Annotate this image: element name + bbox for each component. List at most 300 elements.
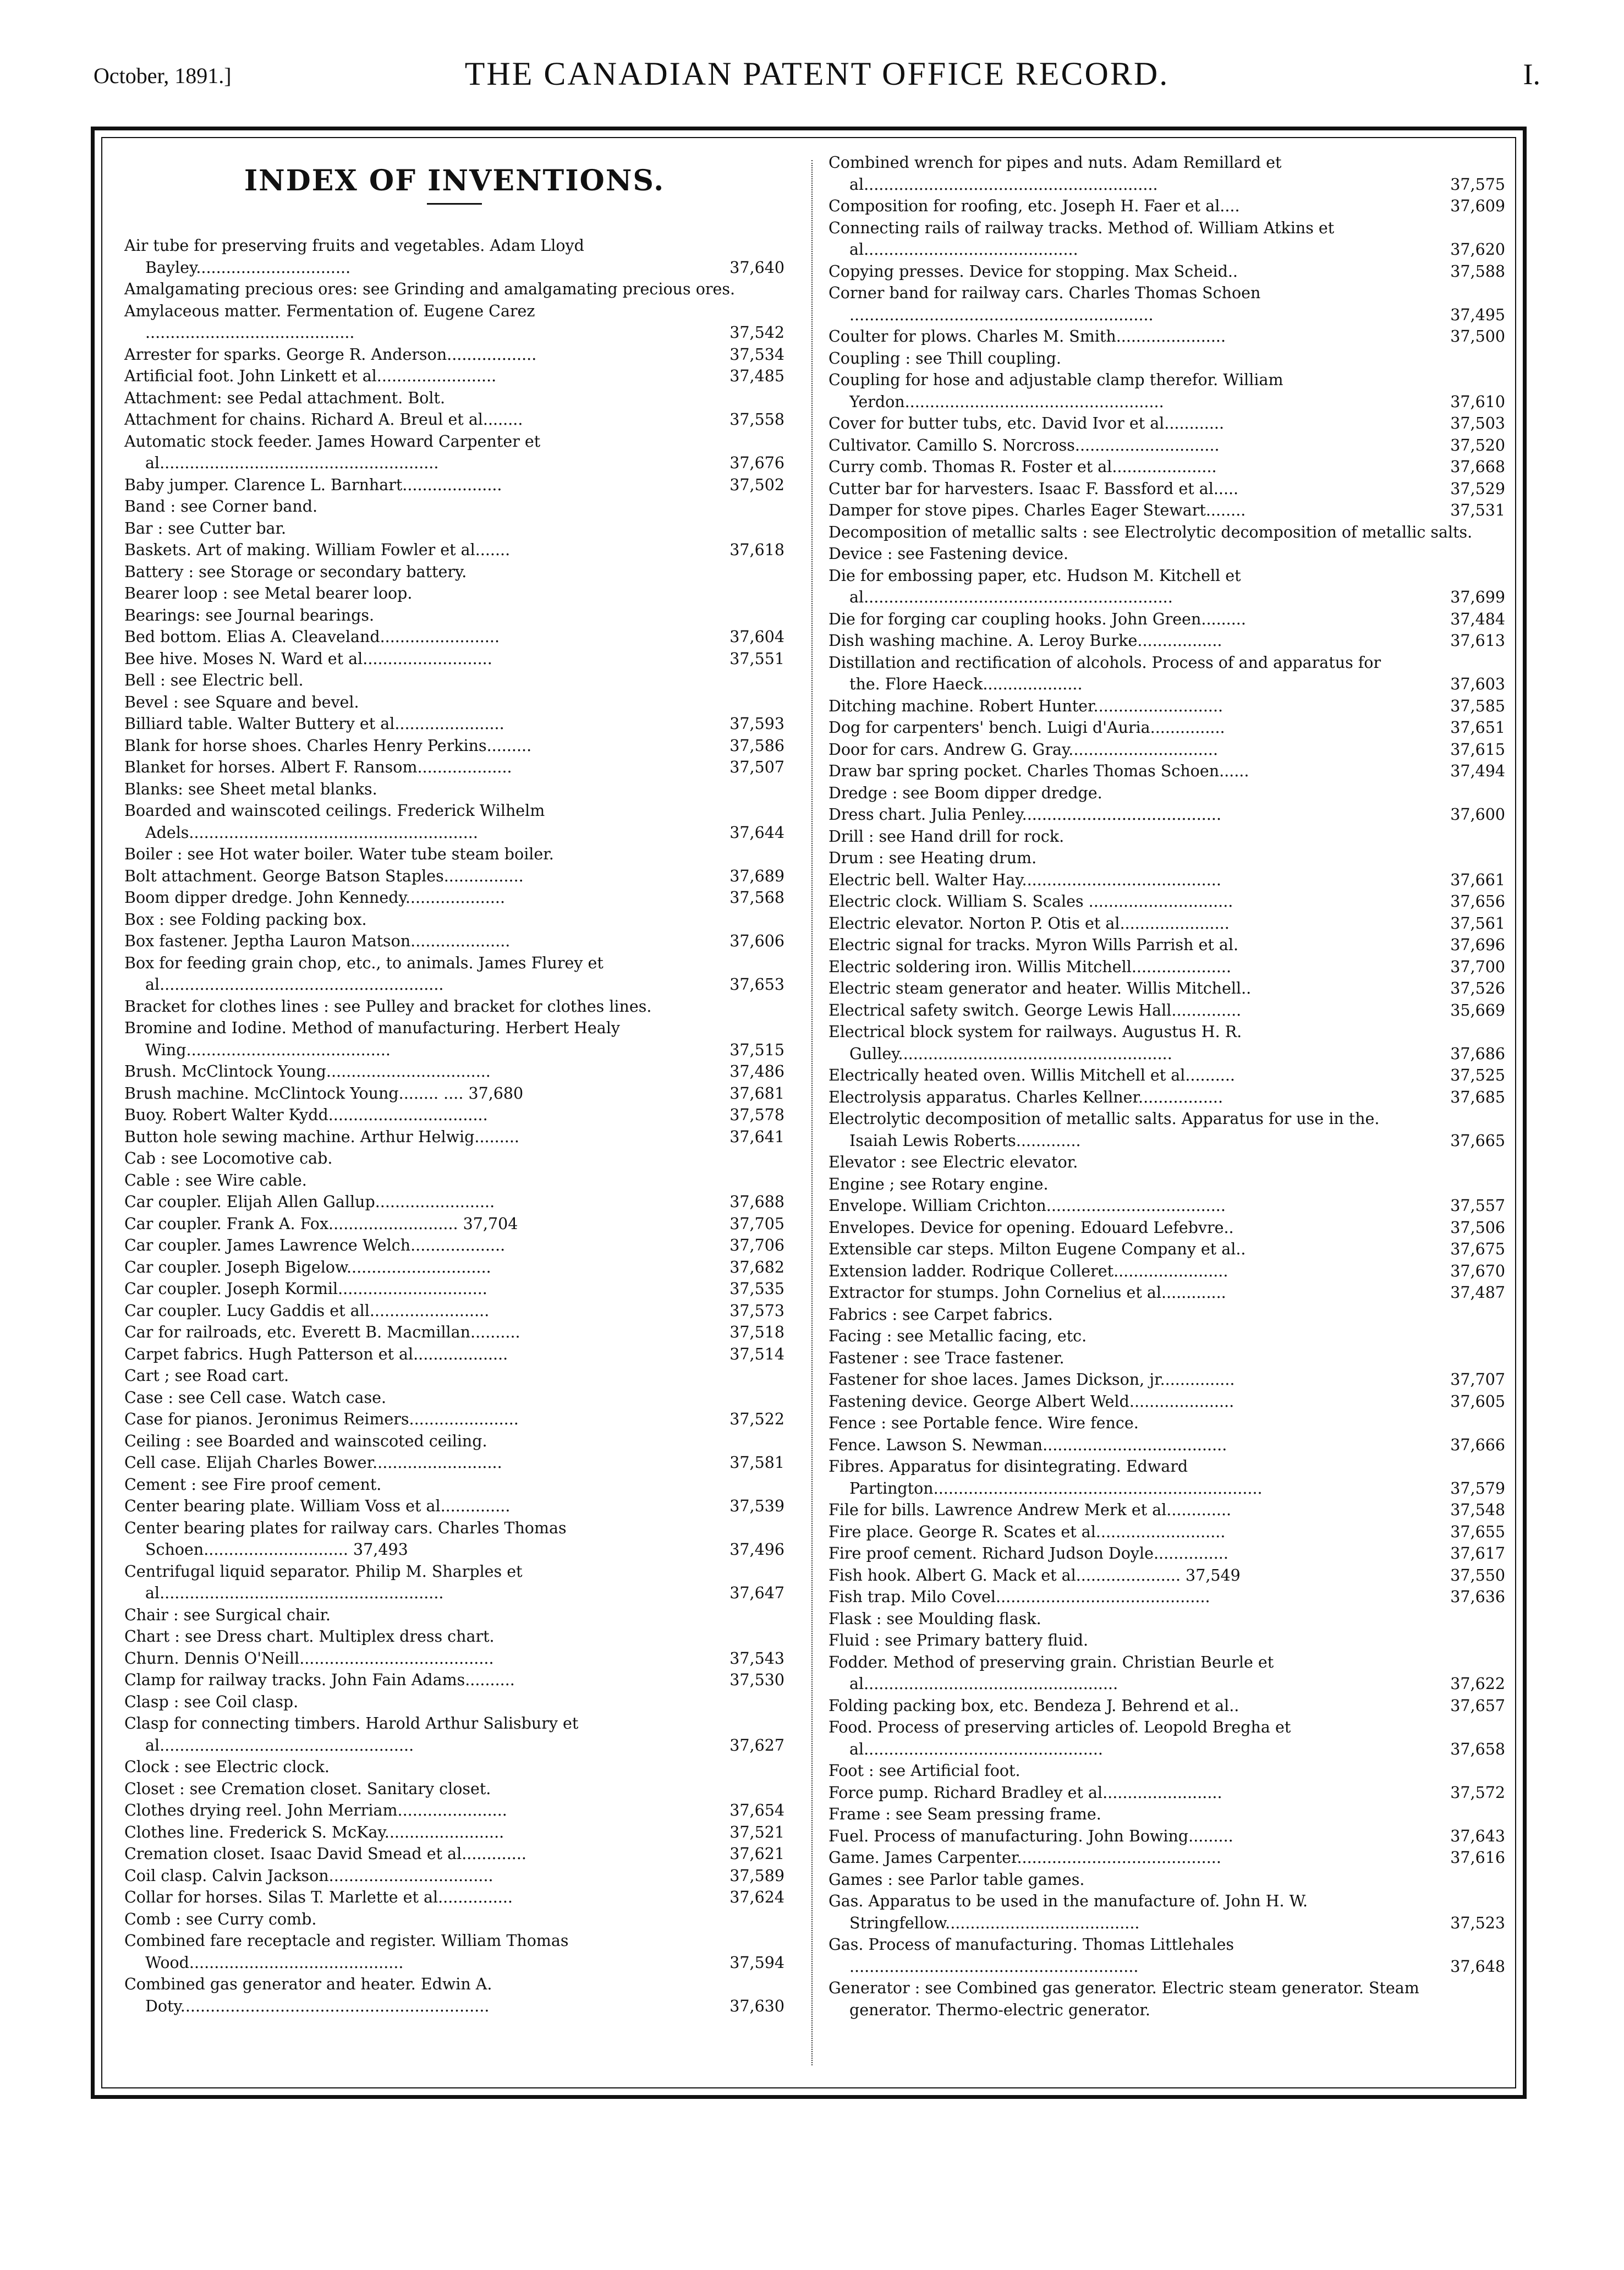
entry-text: Dish washing machine. A. Leroy Burke.................	[829, 632, 1222, 650]
entry-text: Extractor for stumps. John Cornelius et al.............	[829, 1284, 1226, 1302]
index-entry	[124, 539, 784, 561]
patent-number: 37,675	[1450, 1240, 1505, 1258]
patent-number: 37,487	[1450, 1284, 1505, 1302]
entry-text: Bearer loop : see Metal bearer loop.	[124, 584, 413, 602]
patent-number: 37,641	[729, 1127, 784, 1146]
entry-text: Elevator : see Electric elevator.	[829, 1153, 1078, 1171]
patent-number: 37,503	[1450, 414, 1505, 432]
entry-text: Composition for roofing, etc. Joseph H. Faer et al....	[829, 197, 1240, 215]
index-entry	[829, 1304, 1505, 1326]
index-entry	[829, 478, 1505, 500]
entry-text: Frame : see Seam pressing frame.	[829, 1805, 1101, 1823]
entry-text: Bolt attachment. George Batson Staples................	[124, 867, 524, 885]
patent-number: 37,484	[1450, 610, 1505, 628]
right-entry-list	[829, 152, 1505, 2021]
patent-number: 37,507	[729, 758, 784, 776]
index-entry	[124, 1909, 784, 1931]
index-entry	[829, 1695, 1505, 1717]
index-entry	[124, 1778, 784, 1800]
index-entry	[124, 800, 784, 843]
patent-number: 37,494	[1450, 762, 1505, 780]
entry-text: Cab : see Locomotive cab.	[124, 1149, 333, 1167]
entry-text: Food. Process of preserving articles of. Leopold Bregha et al................................................	[829, 1718, 1291, 1758]
index-entry	[124, 409, 784, 431]
patent-number: 37,630	[729, 1997, 784, 2015]
patent-number: 37,700	[1450, 957, 1505, 976]
entry-text: Cable : see Wire cable.	[124, 1171, 307, 1189]
entry-text: Ceiling : see Boarded and wainscoted ceiling.	[124, 1432, 487, 1450]
index-entry	[124, 1170, 784, 1192]
entry-text: Device : see Fastening device.	[829, 545, 1069, 563]
entry-text: Copying presses. Device for stopping. Max Scheid..	[829, 262, 1238, 281]
index-entry	[124, 865, 784, 887]
entry-text: Blanks: see Sheet metal blanks.	[124, 780, 377, 798]
index-entry	[124, 887, 784, 909]
entry-text: Electric bell. Walter Hay........................................	[829, 870, 1221, 889]
patent-number: 37,617	[1450, 1544, 1505, 1562]
index-entry	[124, 1278, 784, 1300]
entry-text: Bell : see Electric bell.	[124, 671, 304, 689]
index-entry	[124, 1387, 784, 1409]
index-entry	[829, 1977, 1505, 2021]
entry-text: Fish hook. Albert G. Mack et al..................... 37,549	[829, 1566, 1241, 1584]
index-entry	[829, 891, 1505, 913]
patent-number: 37,520	[1450, 436, 1505, 454]
entry-text: Arrester for sparks. George R. Anderson..................	[124, 345, 537, 364]
index-entry	[829, 1543, 1505, 1565]
entry-text: Center bearing plates for railway cars. Charles Thomas Schoen............................. 37,493	[124, 1518, 567, 1559]
entry-text: Drill : see Hand drill for rock.	[829, 827, 1065, 846]
entry-text: Fastener : see Trace fastener.	[829, 1348, 1065, 1367]
entry-text: Coulter for plows. Charles M. Smith......................	[829, 327, 1226, 346]
index-entry	[829, 1847, 1505, 1869]
index-entry	[829, 978, 1505, 1000]
index-entry	[124, 1604, 784, 1626]
entry-text: Air tube for preserving fruits and vegetables. Adam Lloyd Bayley...............................	[124, 237, 584, 277]
patent-number: 37,661	[1450, 870, 1505, 889]
patent-number: 37,557	[1450, 1197, 1505, 1215]
index-entry	[124, 365, 784, 387]
index-entry	[124, 344, 784, 366]
patent-number: 37,621	[729, 1845, 784, 1863]
entry-text: Boarded and wainscoted ceilings. Frederick Wilhelm Adels..........................................................	[124, 802, 545, 842]
patent-number: 37,689	[729, 867, 784, 885]
entry-text: Combined fare receptacle and register. William Thomas Wood...........................................	[124, 1932, 569, 1972]
entry-text: Fuel. Process of manufacturing. John Bowing.........	[829, 1827, 1233, 1845]
patent-number: 37,681	[729, 1084, 784, 1103]
index-entry	[124, 1083, 784, 1105]
patent-number: 37,526	[1450, 979, 1505, 997]
index-entry	[124, 1213, 784, 1235]
entry-text: Blanket for horses. Albert F. Ransom...................	[124, 758, 512, 776]
index-entry	[124, 1148, 784, 1170]
patent-number: 37,548	[1450, 1501, 1505, 1519]
index-entry	[124, 1800, 784, 1822]
index-entry	[124, 1822, 784, 1844]
index-entry	[829, 1608, 1505, 1630]
entry-text: Gas. Process of manufacturing. Thomas Littlehales ..........................................................	[829, 1935, 1234, 1976]
entry-text: Bracket for clothes lines : see Pulley and bracket for clothes lines.	[124, 997, 652, 1016]
patent-number: 37,624	[729, 1888, 784, 1906]
entry-text: Cart ; see Road cart.	[124, 1367, 289, 1385]
index-entry	[829, 369, 1505, 413]
entry-text: Decomposition of metallic salts : see Electrolytic decomposition of metallic salts.	[829, 523, 1473, 541]
patent-number: 37,651	[1450, 719, 1505, 737]
index-entry	[829, 869, 1505, 891]
index-entry	[124, 648, 784, 670]
patent-number: 37,603	[1450, 675, 1505, 693]
patent-number: 37,618	[729, 541, 784, 559]
patent-number: 37,561	[1450, 914, 1505, 933]
index-entry	[829, 1000, 1505, 1022]
index-entry	[124, 1474, 784, 1496]
index-entry	[124, 930, 784, 952]
entry-text: Center bearing plate. William Voss et al..............	[124, 1497, 511, 1515]
entry-text: Buoy. Robert Walter Kydd................................	[124, 1106, 488, 1124]
index-entry	[124, 843, 784, 865]
index-entry	[829, 1803, 1505, 1825]
patent-number: 37,604	[729, 628, 784, 646]
patent-number: 37,686	[1450, 1044, 1505, 1063]
patent-number: 37,578	[729, 1106, 784, 1124]
patent-number: 37,523	[1450, 1913, 1505, 1932]
entry-text: Brush machine. McClintock Young........ .... 37,680	[124, 1084, 524, 1103]
index-entry	[829, 1347, 1505, 1369]
index-entry	[124, 387, 784, 409]
index-frame	[91, 127, 1527, 2099]
entry-text: Extension ladder. Rodrique Colleret.......................	[829, 1262, 1228, 1280]
index-entry	[829, 1521, 1505, 1543]
index-entry	[829, 1412, 1505, 1434]
patent-number: 37,485	[729, 367, 784, 385]
patent-number: 37,643	[1450, 1827, 1505, 1845]
patent-number: 37,539	[729, 1497, 784, 1515]
patent-number: 37,636	[1450, 1588, 1505, 1606]
index-entry	[124, 1344, 784, 1366]
entry-text: Case : see Cell case. Watch case.	[124, 1388, 387, 1407]
entry-text: Centrifugal liquid separator. Philip M. Sharples et al.........................................................	[124, 1562, 523, 1602]
entry-text: Flask : see Moulding flask.	[829, 1609, 1041, 1628]
patent-number: 37,558	[729, 410, 784, 429]
patent-number: 37,666	[1450, 1435, 1505, 1454]
index-entry	[124, 1300, 784, 1322]
entry-text: Clothes drying reel. John Merriam......................	[124, 1801, 507, 1819]
entry-text: Coil clasp. Calvin Jackson.................................	[124, 1866, 493, 1885]
page-header	[94, 55, 1540, 99]
index-entry	[829, 217, 1505, 261]
entry-text: Bed bottom. Elias A. Cleaveland........................	[124, 628, 500, 646]
entry-text: Curry comb. Thomas R. Foster et al.....................	[829, 458, 1217, 476]
index-entry	[829, 456, 1505, 478]
patent-number: 37,705	[729, 1214, 784, 1233]
entry-text: Door for cars. Andrew G. Gray..............................	[829, 740, 1219, 759]
patent-number: 37,670	[1450, 1262, 1505, 1280]
patent-number: 37,600	[1450, 805, 1505, 824]
left-entry-list	[124, 235, 784, 2017]
index-entry	[829, 1195, 1505, 1217]
index-entry	[829, 1369, 1505, 1391]
entry-text: Bee hive. Moses N. Ward et al..........................	[124, 649, 492, 668]
entry-text: Envelope. William Crichton....................................	[829, 1197, 1226, 1215]
index-entry	[124, 1930, 784, 1973]
entry-text: Blank for horse shoes. Charles Henry Perkins.........	[124, 736, 532, 755]
index-entry	[829, 652, 1505, 695]
index-entry	[829, 1065, 1505, 1087]
index-entry	[829, 152, 1505, 195]
entry-text: Games : see Parlor table games.	[829, 1870, 1085, 1889]
index-entry	[829, 1217, 1505, 1239]
patent-number: 37,676	[729, 454, 784, 472]
patent-number: 37,500	[1450, 327, 1505, 346]
index-entry	[829, 608, 1505, 630]
entry-text: Electric steam generator and heater. Willis Mitchell..	[829, 979, 1252, 997]
index-entry	[124, 1517, 784, 1561]
entry-text: Churn. Dennis O'Neill.......................................	[124, 1649, 494, 1668]
index-entry	[124, 692, 784, 714]
index-entry	[124, 1126, 784, 1148]
entry-text: Chart : see Dress chart. Multiplex dress chart.	[124, 1627, 495, 1646]
entry-text: Button hole sewing machine. Arthur Helwig.........	[124, 1127, 519, 1146]
patent-number: 35,669	[1450, 1001, 1505, 1019]
index-entry	[124, 474, 784, 496]
entry-text: Combined wrench for pipes and nuts. Adam Remillard et al...........................................................	[829, 153, 1282, 194]
issue-date: October, 1891.]	[94, 63, 232, 88]
patent-number: 37,594	[729, 1953, 784, 1972]
entry-text: Dog for carpenters' bench. Luigi d'Auria...............	[829, 719, 1225, 737]
entry-text: Automatic stock feeder. James Howard Carpenter et al........................................................	[124, 432, 541, 472]
index-entry	[124, 909, 784, 931]
patent-number: 37,685	[1450, 1088, 1505, 1106]
patent-number: 37,688	[729, 1193, 784, 1211]
patent-number: 37,699	[1450, 588, 1505, 606]
index-entry	[829, 1152, 1505, 1174]
index-entry	[124, 235, 784, 278]
patent-number: 37,682	[729, 1258, 784, 1276]
index-entry	[124, 1235, 784, 1257]
index-entry	[829, 760, 1505, 782]
index-entry	[124, 626, 784, 648]
entry-text: Cultivator. Camillo S. Norcross.............................	[829, 436, 1220, 454]
page-number: I.	[1523, 58, 1540, 91]
patent-number: 37,579	[1450, 1479, 1505, 1498]
index-entry	[829, 826, 1505, 848]
patent-number: 37,542	[729, 323, 784, 342]
entry-text: Car coupler. Joseph Kormil..............................	[124, 1280, 487, 1298]
index-entry	[829, 1108, 1505, 1152]
index-entry	[124, 1843, 784, 1865]
patent-number: 37,522	[729, 1410, 784, 1428]
patent-number: 37,707	[1450, 1370, 1505, 1389]
patent-number: 37,640	[729, 258, 784, 277]
index-entry	[124, 1626, 784, 1648]
index-entry	[829, 956, 1505, 978]
index-entry	[124, 605, 784, 627]
entry-text: Car coupler. Frank A. Fox.......................... 37,704	[124, 1214, 518, 1233]
index-entry	[829, 1782, 1505, 1804]
index-entry	[124, 300, 784, 344]
entry-text: Case for pianos. Jeronimus Reimers......................	[124, 1410, 519, 1428]
entry-text: Cutter bar for harvesters. Isaac F. Bassford et al.....	[829, 479, 1239, 498]
index-entry	[124, 1257, 784, 1279]
entry-text: Bearings: see Journal bearings.	[124, 606, 375, 624]
index-inner-border	[101, 137, 1516, 2088]
patent-number: 37,609	[1450, 197, 1505, 215]
entry-text: Electrical block system for railways. Augustus H. R. Gulley.......................................................	[829, 1023, 1242, 1063]
entry-text: Fire place. George R. Scates et al..........................	[829, 1522, 1226, 1541]
entry-text: Car coupler. Lucy Gaddis et all........................	[124, 1301, 490, 1320]
index-entry	[829, 913, 1505, 935]
entry-text: Artificial foot. John Linkett et al........................	[124, 367, 497, 385]
entry-text: Clasp : see Coil clasp.	[124, 1692, 299, 1711]
index-entry	[829, 782, 1505, 804]
index-entry	[829, 565, 1505, 608]
entry-text: Box for feeding grain chop, etc., to animals. James Flurey et al.........................................................	[124, 953, 603, 994]
patent-number: 37,615	[1450, 740, 1505, 759]
entry-text: Closet : see Cremation closet. Sanitary closet.	[124, 1779, 491, 1798]
entry-text: Band : see Corner band.	[124, 497, 318, 516]
entry-text: Car coupler. James Lawrence Welch...................	[124, 1236, 506, 1254]
index-entry	[829, 1760, 1505, 1782]
patent-number: 37,550	[1450, 1566, 1505, 1584]
index-entry	[124, 1561, 784, 1604]
entry-text: Car coupler. Joseph Bigelow.............................	[124, 1258, 491, 1276]
index-entry	[829, 1565, 1505, 1587]
entry-text: Clock : see Electric clock.	[124, 1758, 330, 1776]
entry-text: Fence. Lawson S. Newman.....................................	[829, 1435, 1227, 1454]
entry-text: Boom dipper dredge. John Kennedy....................	[124, 889, 506, 907]
index-entry	[124, 670, 784, 692]
entry-text: Box fastener. Jeptha Lauron Matson....................	[124, 932, 511, 950]
patent-number: 37,496	[729, 1540, 784, 1559]
index-entry	[829, 1934, 1505, 1977]
patent-number: 37,668	[1450, 458, 1505, 476]
index-entry	[124, 561, 784, 583]
index-entry	[124, 1973, 784, 2017]
index-entry	[829, 630, 1505, 652]
index-entry	[124, 1430, 784, 1452]
patent-number: 37,521	[729, 1823, 784, 1841]
entry-text: Clasp for connecting timbers. Harold Arthur Salisbury et al...................................................	[124, 1714, 579, 1754]
entry-text: Coupling : see Thill coupling.	[829, 349, 1061, 368]
patent-number: 37,531	[1450, 501, 1505, 519]
entry-text: Fence : see Portable fence. Wire fence.	[829, 1414, 1139, 1432]
entry-text: Folding packing box, etc. Bendeza J. Behrend et al..	[829, 1696, 1239, 1715]
index-entry	[829, 1630, 1505, 1652]
entry-text: Draw bar spring pocket. Charles Thomas Schoen......	[829, 762, 1249, 780]
patent-number: 37,627	[729, 1736, 784, 1754]
entry-text: File for bills. Lawrence Andrew Merk et al.............	[829, 1501, 1232, 1519]
patent-number: 37,696	[1450, 936, 1505, 954]
patent-number: 37,529	[1450, 479, 1505, 498]
index-entry	[829, 1238, 1505, 1260]
index-entry	[124, 952, 784, 996]
index-entry	[829, 500, 1505, 522]
index-entry	[124, 713, 784, 735]
entry-text: Corner band for railway cars. Charles Thomas Schoen .............................................................	[829, 284, 1261, 324]
entry-text: Electric soldering iron. Willis Mitchell....................	[829, 957, 1232, 976]
index-entry	[124, 1191, 784, 1213]
index-entry	[124, 1322, 784, 1344]
index-entry	[829, 847, 1505, 869]
index-entry	[124, 431, 784, 474]
patent-number: 37,568	[729, 889, 784, 907]
entry-text: Attachment for chains. Richard A. Breul et al........	[124, 410, 523, 429]
index-entry	[124, 1691, 784, 1713]
patent-number: 37,588	[1450, 262, 1505, 281]
patent-number: 37,647	[729, 1584, 784, 1602]
patent-number: 37,572	[1450, 1783, 1505, 1802]
index-entry	[124, 518, 784, 540]
index-entry	[124, 1648, 784, 1670]
index-entry	[829, 1499, 1505, 1521]
entry-text: Battery : see Storage or secondary battery.	[124, 562, 467, 581]
patent-number: 37,543	[729, 1649, 784, 1668]
entry-text: Carpet fabrics. Hugh Patterson et al...................	[124, 1345, 508, 1363]
patent-number: 37,525	[1450, 1066, 1505, 1084]
patent-number: 37,706	[729, 1236, 784, 1254]
index-entry	[829, 717, 1505, 739]
left-column	[124, 152, 784, 2017]
entry-text: Fluid : see Primary battery fluid.	[829, 1631, 1089, 1649]
index-entry	[124, 756, 784, 778]
entry-text: Fastening device. George Albert Weld.....................	[829, 1392, 1235, 1411]
entry-text: Damper for stove pipes. Charles Eager Stewart........	[829, 501, 1246, 519]
index-entry	[124, 1887, 784, 1909]
index-entry	[124, 996, 784, 1018]
index-entry	[124, 1452, 784, 1474]
index-entry	[124, 1408, 784, 1430]
index-entry	[124, 1669, 784, 1691]
patent-number: 37,606	[729, 932, 784, 950]
entry-text: Force pump. Richard Bradley et al........................	[829, 1783, 1222, 1802]
index-entry	[829, 1890, 1505, 1934]
index-title: INDEX OF INVENTIONS.	[244, 164, 665, 198]
column-divider	[811, 160, 813, 2065]
index-entry	[829, 326, 1505, 348]
entry-text: Extensible car steps. Milton Eugene Company et al..	[829, 1240, 1246, 1258]
patent-number: 37,657	[1450, 1696, 1505, 1715]
entry-text: Electrolysis apparatus. Charles Kellner.................	[829, 1088, 1224, 1106]
patent-number: 37,658	[1450, 1740, 1505, 1758]
index-entry	[829, 522, 1505, 544]
patent-number: 37,502	[729, 475, 784, 494]
patent-number: 37,586	[729, 736, 784, 755]
entry-text: Engine ; see Rotary engine.	[829, 1175, 1049, 1193]
entry-text: Coupling for hose and adjustable clamp therefor. William Yerdon....................................................	[829, 371, 1283, 411]
index-entry	[124, 1756, 784, 1778]
index-entry	[829, 282, 1505, 326]
entry-text: Clothes line. Frederick S. McKay........................	[124, 1823, 504, 1841]
index-entry	[124, 1495, 784, 1517]
entry-text: Electrolytic decomposition of metallic salts. Apparatus for use in the. Isaiah Lewis Roberts.............	[829, 1110, 1380, 1150]
index-entry	[124, 735, 784, 757]
entry-text: Fish trap. Milo Covel...........................................	[829, 1588, 1210, 1606]
entry-text: Boiler : see Hot water boiler. Water tube steam boiler.	[124, 845, 554, 863]
index-entry	[124, 1865, 784, 1887]
patent-number: 37,515	[729, 1040, 784, 1059]
index-entry	[829, 195, 1505, 217]
publication-title: THE CANADIAN PATENT OFFICE RECORD.	[464, 56, 1170, 92]
entry-text: Clamp for railway tracks. John Fain Adams..........	[124, 1671, 515, 1689]
entry-text: Billiard table. Walter Buttery et al......................	[124, 715, 504, 733]
entry-text: Envelopes. Device for opening. Edouard Lefebvre..	[829, 1218, 1234, 1237]
patent-number: 37,535	[729, 1280, 784, 1298]
patent-number: 37,610	[1450, 392, 1505, 411]
patent-number: 37,654	[729, 1801, 784, 1819]
entry-text: Generator : see Combined gas generator. Electric steam generator. Steam generator. Thermo-electric generator.	[829, 1979, 1419, 2019]
entry-text: Comb : see Curry comb.	[124, 1910, 317, 1928]
patent-number: 37,616	[1450, 1849, 1505, 1867]
